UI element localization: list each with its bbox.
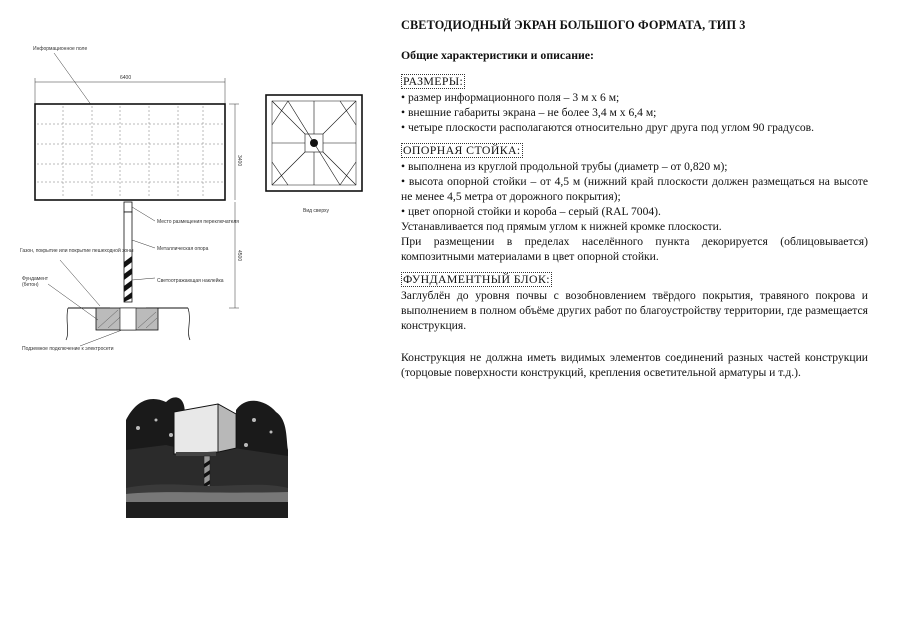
list-item: • цвет опорной стойки и короба – серый (RAL 7004).	[401, 205, 661, 218]
section-heading-foundation: ФУНДАМЕНТНЫЙ БЛОК:	[403, 272, 550, 286]
label-underground: Подземное подключение к электросети	[22, 346, 114, 352]
technical-drawing	[20, 40, 375, 380]
installation-photo	[126, 390, 288, 518]
label-foundation: Фундамент	[22, 276, 49, 282]
list-item: • четыре плоскости располагаются относительно друг друга под углом 90 градусов.	[401, 121, 815, 134]
section-dimensions	[401, 74, 868, 135]
list-item: • выполнена из круглой продольной трубы (диаметр – от 0,820 м);	[401, 160, 728, 173]
dim-width: 6400	[120, 75, 132, 81]
label-info-field: Информационное поле	[33, 46, 88, 52]
section-heading-dimensions: РАЗМЕРЫ:	[403, 74, 464, 88]
paragraph: При размещении в пределах населённого пункта декорируется (облицовывается) композитными материалами в цвет опорной стойки.	[401, 235, 868, 263]
section-support	[401, 143, 868, 264]
section-foundation	[401, 272, 868, 333]
label-connection: Место размещения переключателя	[157, 219, 240, 225]
paragraph: Заглублён до уровня почвы с возобновлением твёрдого покрытия, травяного покрова и выполнением в полном объёме других работ по благоустройству территории, где размещается конструкция.	[401, 289, 868, 332]
label-ground: Газон, покрытие или покрытие пешеходной зоны	[20, 248, 134, 254]
section-heading-support: ОПОРНАЯ СТОЙКА:	[403, 143, 521, 157]
label-reflective: Светоотражающая наклейка	[157, 278, 224, 284]
drawing-svg	[20, 40, 375, 380]
paragraph: Устанавливается под прямым углом к нижней кромке плоскости.	[401, 220, 722, 233]
list-item: • высота опорной стойки – от 4,5 м (нижний край плоскости должен размещаться на высоте не менее 4,5 метра от дорожного покрытия);	[401, 175, 868, 203]
top-view-diagram	[266, 95, 362, 214]
document-title: СВЕТОДИОДНЫЙ ЭКРАН БОЛЬШОГО ФОРМАТА, ТИП 3	[401, 18, 746, 32]
screen-front	[35, 104, 225, 200]
label-support: Металлическая опора	[157, 246, 209, 252]
list-item: • размер информационного поля – 3 м х 6 м;	[401, 91, 620, 104]
list-item: • внешние габариты экрана – не более 3,4 м х 6,4 м;	[401, 106, 657, 119]
photo-svg	[126, 390, 288, 518]
closing-paragraph: Конструкция не должна иметь видимых элементов соединений разных частей конструкции (торцовые поверхности конструкций, крепления осветительной арматуры и т.д.).	[401, 351, 868, 379]
label-foundation-2: (бетон)	[22, 282, 39, 288]
dim-support: 4500	[236, 250, 242, 262]
description-text	[401, 18, 868, 380]
dim-height: 3400	[236, 155, 242, 167]
label-top-view: Вид сверху	[303, 208, 330, 214]
document-subtitle: Общие характеристики и описание:	[401, 48, 594, 62]
